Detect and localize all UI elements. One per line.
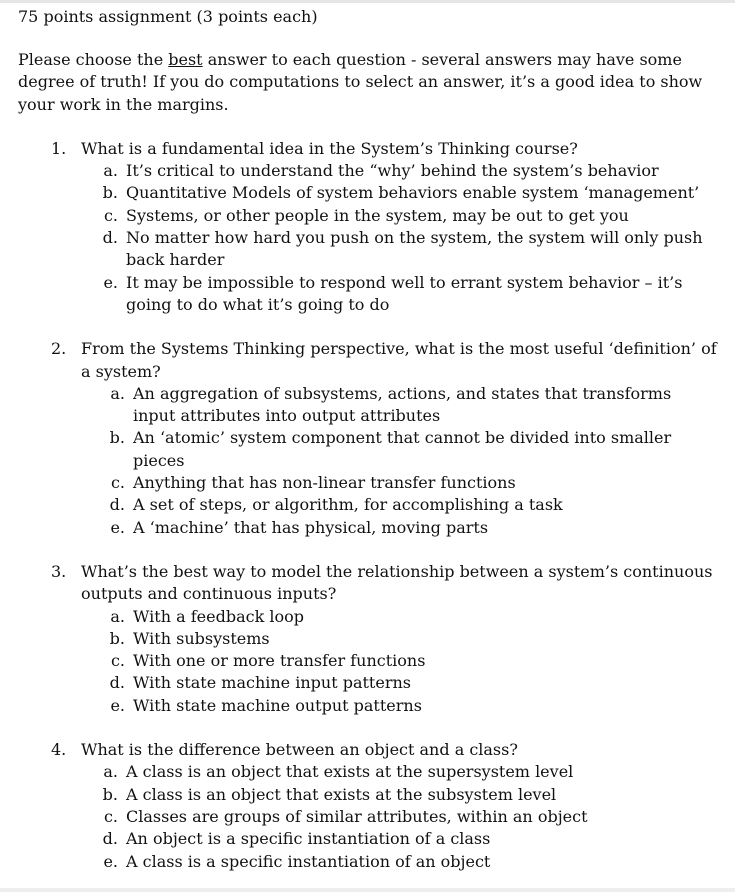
choice-text: An object is a specific instantiation of a class	[126, 829, 491, 849]
choice-item	[18, 695, 718, 717]
choice-item	[18, 427, 718, 472]
choice-letter: a.	[103, 161, 118, 181]
question-number: 3.	[51, 561, 67, 581]
choice-letter: e.	[110, 517, 125, 537]
assignment-title: 75 points assignment (3 points each)	[18, 7, 318, 26]
choice-item	[18, 672, 718, 694]
top-border	[0, 0, 735, 3]
choice-letter: b.	[102, 183, 118, 203]
choice-text: A set of steps, or algorithm, for accomplishing a task	[133, 495, 563, 515]
instructions-paragraph	[18, 49, 718, 116]
choice-letter: d.	[102, 829, 118, 849]
choice-item	[18, 272, 718, 317]
question-list	[18, 138, 718, 873]
choice-text: A class is an object that exists at the subsystem level	[126, 784, 557, 804]
choice-text: A class is a specific instantiation of an object	[126, 851, 491, 871]
choice-item	[18, 851, 718, 873]
choice-letter: c.	[110, 473, 125, 493]
choice-text: Quantitative Models of system behaviors enable system ‘management’	[126, 183, 700, 203]
question-text: What is the difference between an object and a class?	[81, 740, 518, 760]
choice-text: A ‘machine’ that has physical, moving parts	[133, 517, 489, 537]
choice-text: No matter how hard you push on the system, the system will only push back harder	[126, 228, 703, 270]
choice-text: Anything that has non-linear transfer functions	[133, 473, 516, 493]
choice-list	[18, 761, 718, 872]
choice-item	[18, 205, 718, 227]
choice-text: It’s critical to understand the “why’ behind the system’s behavior	[126, 161, 659, 181]
question-text: What is a fundamental idea in the System’s Thinking course?	[81, 138, 578, 158]
question-text: From the Systems Thinking perspective, what is the most useful ‘definition’ of a system?	[81, 339, 717, 381]
choice-letter: d.	[109, 495, 125, 515]
choice-letter: b.	[109, 628, 125, 648]
choice-item	[18, 472, 718, 494]
choice-item	[18, 606, 718, 628]
choice-item	[18, 383, 718, 428]
question-number: 4.	[51, 740, 67, 760]
choice-text: With subsystems	[133, 628, 270, 648]
choice-item	[18, 182, 718, 204]
choice-text: With a feedback loop	[133, 606, 304, 626]
question-1	[18, 138, 718, 316]
choice-text: An aggregation of subsystems, actions, and states that transforms input attributes into output attributes	[133, 383, 672, 426]
choice-text: A class is an object that exists at the supersystem level	[126, 762, 574, 782]
choice-item	[18, 160, 718, 182]
bottom-border	[0, 888, 735, 892]
choice-text: With state machine input patterns	[133, 673, 411, 693]
choice-letter: b.	[109, 428, 125, 448]
choice-letter: d.	[109, 673, 125, 693]
choice-list	[18, 160, 718, 316]
choice-letter: c.	[103, 205, 118, 225]
choice-item	[18, 806, 718, 828]
choice-item	[18, 517, 718, 539]
choice-letter: a.	[103, 762, 118, 782]
choice-text: Classes are groups of similar attributes, within an object	[126, 806, 588, 826]
choice-text: With one or more transfer functions	[133, 651, 426, 671]
question-text: What’s the best way to model the relationship between a system’s continuous outputs and continuous inputs?	[81, 561, 713, 604]
choice-item	[18, 650, 718, 672]
instructions-after: answer to each question - several answers may have some degree of truth! If you do computations to select an answer, it’s a good idea to show your work in the margins.	[18, 50, 703, 114]
choice-letter: b.	[102, 784, 118, 804]
choice-item	[18, 784, 718, 806]
choice-letter: c.	[110, 651, 125, 671]
choice-text: An ‘atomic’ system component that cannot be divided into smaller pieces	[133, 428, 672, 470]
choice-item	[18, 828, 718, 850]
choice-letter: c.	[103, 806, 118, 826]
question-3	[18, 561, 718, 717]
document-page	[18, 6, 718, 873]
question-number: 2.	[51, 339, 67, 359]
choice-letter: e.	[103, 272, 118, 292]
instructions-before: Please choose the	[18, 50, 169, 69]
choice-letter: d.	[102, 228, 118, 248]
choice-letter: a.	[110, 606, 125, 626]
choice-item	[18, 761, 718, 783]
choice-list	[18, 606, 718, 717]
choice-text: Systems, or other people in the system, may be out to get you	[126, 205, 629, 225]
choice-text: It may be impossible to respond well to errant system behavior – it’s going to do what it’s going to do	[126, 272, 683, 314]
choice-item	[18, 628, 718, 650]
choice-letter: e.	[103, 851, 118, 871]
question-4	[18, 739, 718, 873]
choice-letter: e.	[110, 695, 125, 715]
question-2	[18, 338, 718, 539]
choice-text: With state machine output patterns	[133, 695, 422, 715]
choice-letter: a.	[110, 383, 125, 403]
instructions-emphasis: best	[168, 50, 203, 69]
question-number: 1.	[51, 138, 67, 158]
choice-item	[18, 227, 718, 272]
choice-list	[18, 383, 718, 539]
choice-item	[18, 494, 718, 516]
